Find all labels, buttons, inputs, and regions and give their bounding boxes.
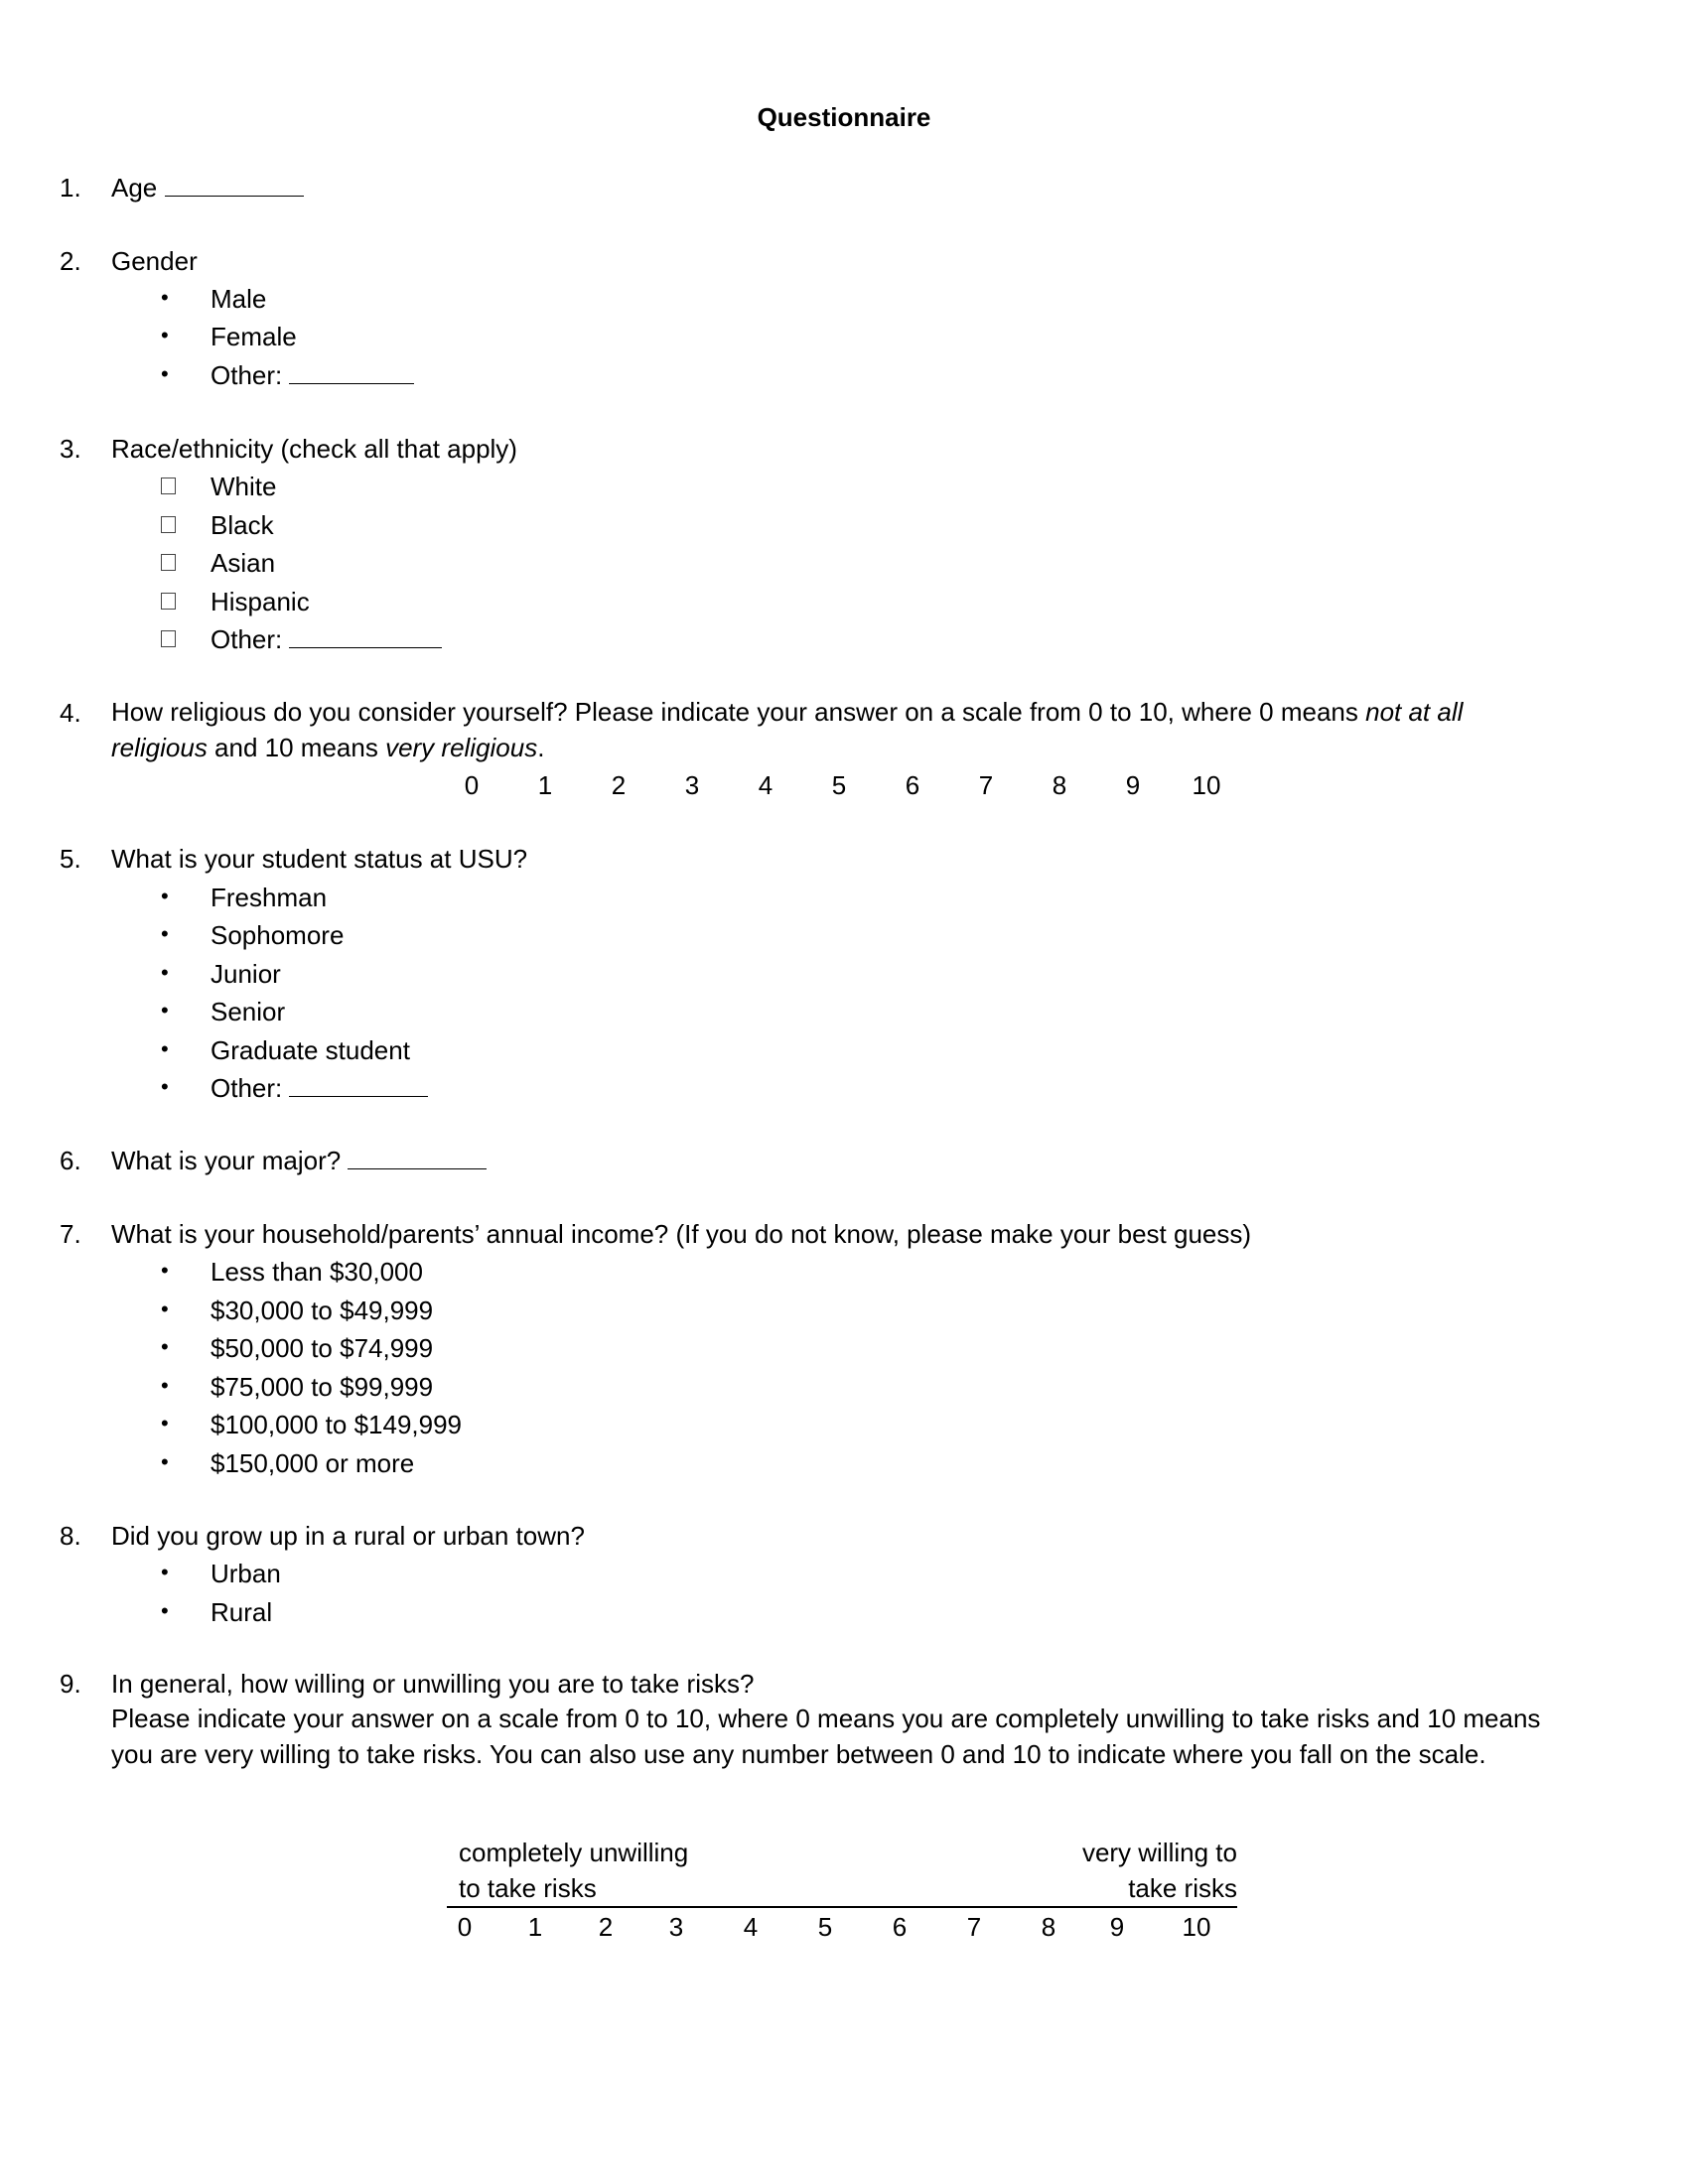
- question-religiosity: [111, 694, 1561, 765]
- scale-option-7[interactable]: 7: [978, 770, 994, 800]
- scale-option-2[interactable]: 2: [611, 770, 627, 800]
- option-senior[interactable]: Senior: [211, 997, 286, 1026]
- question-number: 6.: [60, 1146, 81, 1175]
- option-income-5[interactable]: $100,000 to $149,999: [211, 1410, 463, 1439]
- scale-anchor-low: completely unwilling: [459, 1838, 689, 1867]
- scale-option-4[interactable]: 4: [758, 770, 774, 800]
- scale-option-0[interactable]: 0: [464, 770, 480, 800]
- question-major: [111, 1142, 487, 1179]
- option-income-1[interactable]: Less than $30,000: [211, 1257, 423, 1287]
- question-text: What is your household/parents’ annual income? (If you do not know, please make your best guess): [111, 1219, 1252, 1249]
- scale-option-3[interactable]: 3: [668, 1912, 684, 1942]
- bullet-icon: •: [161, 1036, 169, 1061]
- bullet-icon: •: [161, 960, 169, 985]
- scale-option-1[interactable]: 1: [527, 1912, 543, 1942]
- bullet-icon: •: [161, 1297, 169, 1321]
- scale-option-9[interactable]: 9: [1125, 770, 1141, 800]
- question-number: 7.: [60, 1219, 81, 1249]
- question-text: .: [537, 733, 545, 762]
- scale-option-5[interactable]: 5: [817, 1912, 833, 1942]
- option-rural[interactable]: Rural: [211, 1597, 273, 1627]
- scale-option-6[interactable]: 6: [905, 770, 920, 800]
- scale-anchor-low: to take risks: [459, 1873, 597, 1903]
- option-freshman[interactable]: Freshman: [211, 883, 328, 912]
- bullet-icon: •: [161, 1074, 169, 1099]
- option-income-2[interactable]: $30,000 to $49,999: [211, 1296, 434, 1325]
- checkbox-hispanic[interactable]: [161, 593, 176, 610]
- question-number: 9.: [60, 1669, 81, 1699]
- other-answer-blank[interactable]: [289, 626, 442, 648]
- option-female[interactable]: Female: [211, 322, 297, 351]
- option-urban[interactable]: Urban: [211, 1559, 281, 1588]
- bullet-icon: •: [161, 361, 169, 386]
- option-junior[interactable]: Junior: [211, 959, 281, 989]
- checkbox-other[interactable]: [161, 630, 176, 647]
- other-answer-blank[interactable]: [289, 1075, 428, 1097]
- option-black: Black: [211, 510, 274, 540]
- question-text: In general, how willing or unwilling you are to take risks?: [111, 1669, 755, 1699]
- question-text: Did you grow up in a rural or urban town?: [111, 1521, 585, 1551]
- scale-option-10[interactable]: 10: [1182, 1912, 1211, 1942]
- scale-option-7[interactable]: 7: [966, 1912, 982, 1942]
- question-number: 2.: [60, 246, 81, 276]
- bullet-icon: •: [161, 285, 169, 310]
- bullet-icon: •: [161, 998, 169, 1023]
- option-label: Other:: [211, 624, 283, 654]
- scale-anchor-high: very willing to: [1081, 1838, 1237, 1867]
- option-male[interactable]: Male: [211, 284, 267, 314]
- age-answer-blank[interactable]: [165, 175, 304, 197]
- option-income-6[interactable]: $150,000 or more: [211, 1448, 415, 1478]
- question-text: and 10 means: [207, 733, 386, 762]
- option-label: Other:: [211, 1073, 283, 1103]
- question-age: [111, 169, 304, 206]
- option-income-4[interactable]: $75,000 to $99,999: [211, 1372, 434, 1402]
- bullet-icon: •: [161, 1334, 169, 1359]
- bullet-icon: •: [161, 1373, 169, 1398]
- question-number: 5.: [60, 844, 81, 874]
- checkbox-asian[interactable]: [161, 554, 176, 571]
- option-other: [211, 620, 442, 658]
- option-white: White: [211, 472, 277, 501]
- scale-option-0[interactable]: 0: [457, 1912, 473, 1942]
- question-number: 8.: [60, 1521, 81, 1551]
- scale-anchor-high: very religious: [385, 733, 538, 762]
- bullet-icon: •: [161, 884, 169, 908]
- scale-anchor-high: take risks: [1128, 1873, 1237, 1903]
- scale-option-10[interactable]: 10: [1192, 770, 1221, 800]
- question-instructions: Please indicate your answer on a scale from 0 to 10, where 0 means you are completely unwilling to take risks and 10 means you are very willing to take risks. You can also use any number between 0 and 10 to indicate where you fall on the scale.: [111, 1704, 1541, 1769]
- scale-option-8[interactable]: 8: [1052, 770, 1067, 800]
- question-text: What is your major?: [111, 1146, 342, 1175]
- question-number: 3.: [60, 434, 81, 464]
- bullet-icon: •: [161, 1560, 169, 1584]
- question-text: Race/ethnicity (check all that apply): [111, 434, 517, 464]
- scale-option-1[interactable]: 1: [537, 770, 553, 800]
- option-other[interactable]: [211, 356, 414, 394]
- option-asian: Asian: [211, 548, 276, 578]
- bullet-icon: •: [161, 921, 169, 946]
- scale-option-3[interactable]: 3: [684, 770, 700, 800]
- option-hispanic: Hispanic: [211, 587, 310, 616]
- question-text: Gender: [111, 246, 198, 276]
- option-other[interactable]: [211, 1069, 428, 1107]
- bullet-icon: •: [161, 323, 169, 347]
- scale-option-2[interactable]: 2: [598, 1912, 614, 1942]
- scale-option-8[interactable]: 8: [1041, 1912, 1056, 1942]
- other-answer-blank[interactable]: [289, 362, 414, 384]
- option-graduate-student[interactable]: Graduate student: [211, 1035, 410, 1065]
- bullet-icon: •: [161, 1598, 169, 1623]
- checkbox-black[interactable]: [161, 516, 176, 533]
- scale-option-4[interactable]: 4: [743, 1912, 759, 1942]
- question-text: What is your student status at USU?: [111, 844, 528, 874]
- scale-anchor-low: not at all religious: [111, 697, 1464, 762]
- question-text: How religious do you consider yourself? Please indicate your answer on a scale from 0 to 10, where 0 means: [111, 697, 1366, 727]
- scale-option-9[interactable]: 9: [1109, 1912, 1125, 1942]
- scale-option-6[interactable]: 6: [892, 1912, 908, 1942]
- option-income-3[interactable]: $50,000 to $74,999: [211, 1333, 434, 1363]
- question-text: Age: [111, 173, 158, 203]
- scale-option-5[interactable]: 5: [831, 770, 847, 800]
- question-number: 4.: [60, 698, 81, 728]
- checkbox-white[interactable]: [161, 478, 176, 494]
- option-sophomore[interactable]: Sophomore: [211, 920, 345, 950]
- question-number: 1.: [60, 173, 81, 203]
- major-answer-blank[interactable]: [348, 1148, 487, 1169]
- bullet-icon: •: [161, 1411, 169, 1435]
- option-label: Other:: [211, 360, 283, 390]
- bullet-icon: •: [161, 1258, 169, 1283]
- page-title: Questionnaire: [757, 102, 931, 132]
- bullet-icon: •: [161, 1449, 169, 1474]
